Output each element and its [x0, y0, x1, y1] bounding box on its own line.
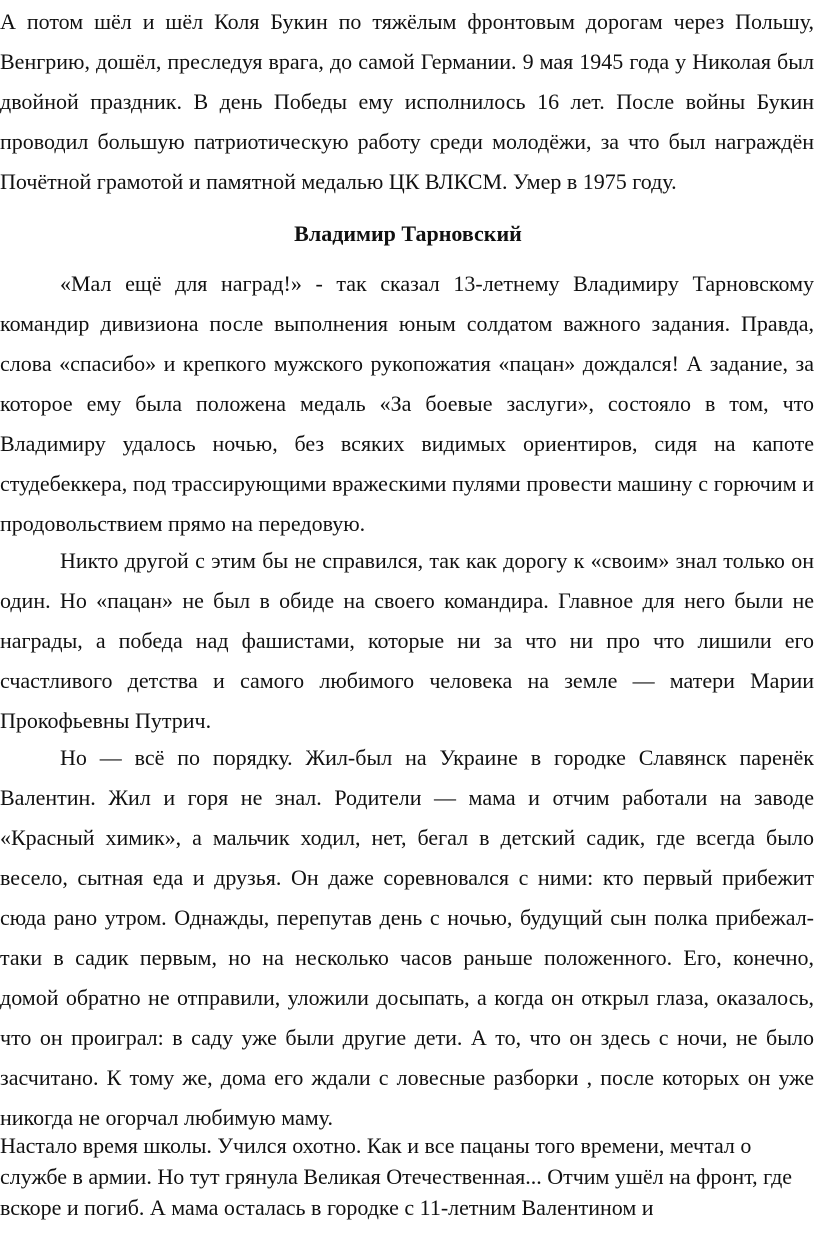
section-heading: Владимир Тарновский [294, 221, 522, 246]
paragraph-nobody-else: Никто другой с этим бы не справился, так как дорогу к «своим» знал только он один. Но «пацан» не был в обиде на своего командира. Главное для него были не награды, а победа над фашистами, которые ни за что ни про что лишили его счастливого детства и самого любимого человека на земле — матери Марии Прокофьевны Путрич. [0, 548, 814, 733]
paragraph-award-story: «Мал ещё для наград!» - так сказал 13-летнему Владимиру Тарновскому командир дивизиона после выполнения юным солдатом важного задания. Правда, слова «спасибо» и крепкого мужского рукопожатия «пацан» дождался! А задание, за которое ему была положена медаль «За боевые заслуги», состояло в том, что Владимиру удалось ночью, без всяких видимых ориентиров, сидя на капоте студебеккера, под трассирующими вражескими пулями провести машину с горючим и продовольствием прямо на передовую. [0, 271, 814, 536]
paragraph-childhood: Но — всё по порядку. Жил-был на Украине в городке Славянск паренёк Валентин. Жил и горя не знал. Родители — мама и отчим работали на заводе «Красный химик», а мальчик ходил, нет, бегал в детский садик, где всегда было весело, сытная еда и друзья. Он даже соревновался с ними: кто первый прибежит сюда рано утром. Однажды, перепутав день с ночью, будущий сын полка прибежал-таки в садик первым, но на несколько часов раньше положенного. Его, конечно, домой обратно не отправили, уложили досыпать, а когда он открыл глаза, оказалось, что он проиграл: в саду уже были другие дети. А то, что он здесь с ночи, не было засчитано. К тому же, дома его ждали с ловесные разборки , после которых он уже никогда не огорчал любимую маму. [0, 745, 814, 1130]
paragraph-bukin-ending: А потом шёл и шёл Коля Букин по тяжёлым фронтовым дорогам через Польшу, Венгрию, дошёл, преследуя врага, до самой Германии. 9 мая 1945 года у Николая был двойной праздник. В день Победы ему исполнилось 16 лет. После войны Букин проводил большую патриотическую работу среди молодёжи, за что был награждён Почётной грамотой и памятной медалью ЦК ВЛКСМ. Умер в 1975 году. [0, 9, 814, 194]
paragraph-school-time: Настало время школы. Учился охотно. Как и все пацаны того времени, мечтал о службе в армии. Но тут грянула Великая Отечественная... Отчим ушёл на фронт, где вскоре и погиб. А мама осталась в городке с 11-летним Валентином и [0, 1133, 793, 1220]
